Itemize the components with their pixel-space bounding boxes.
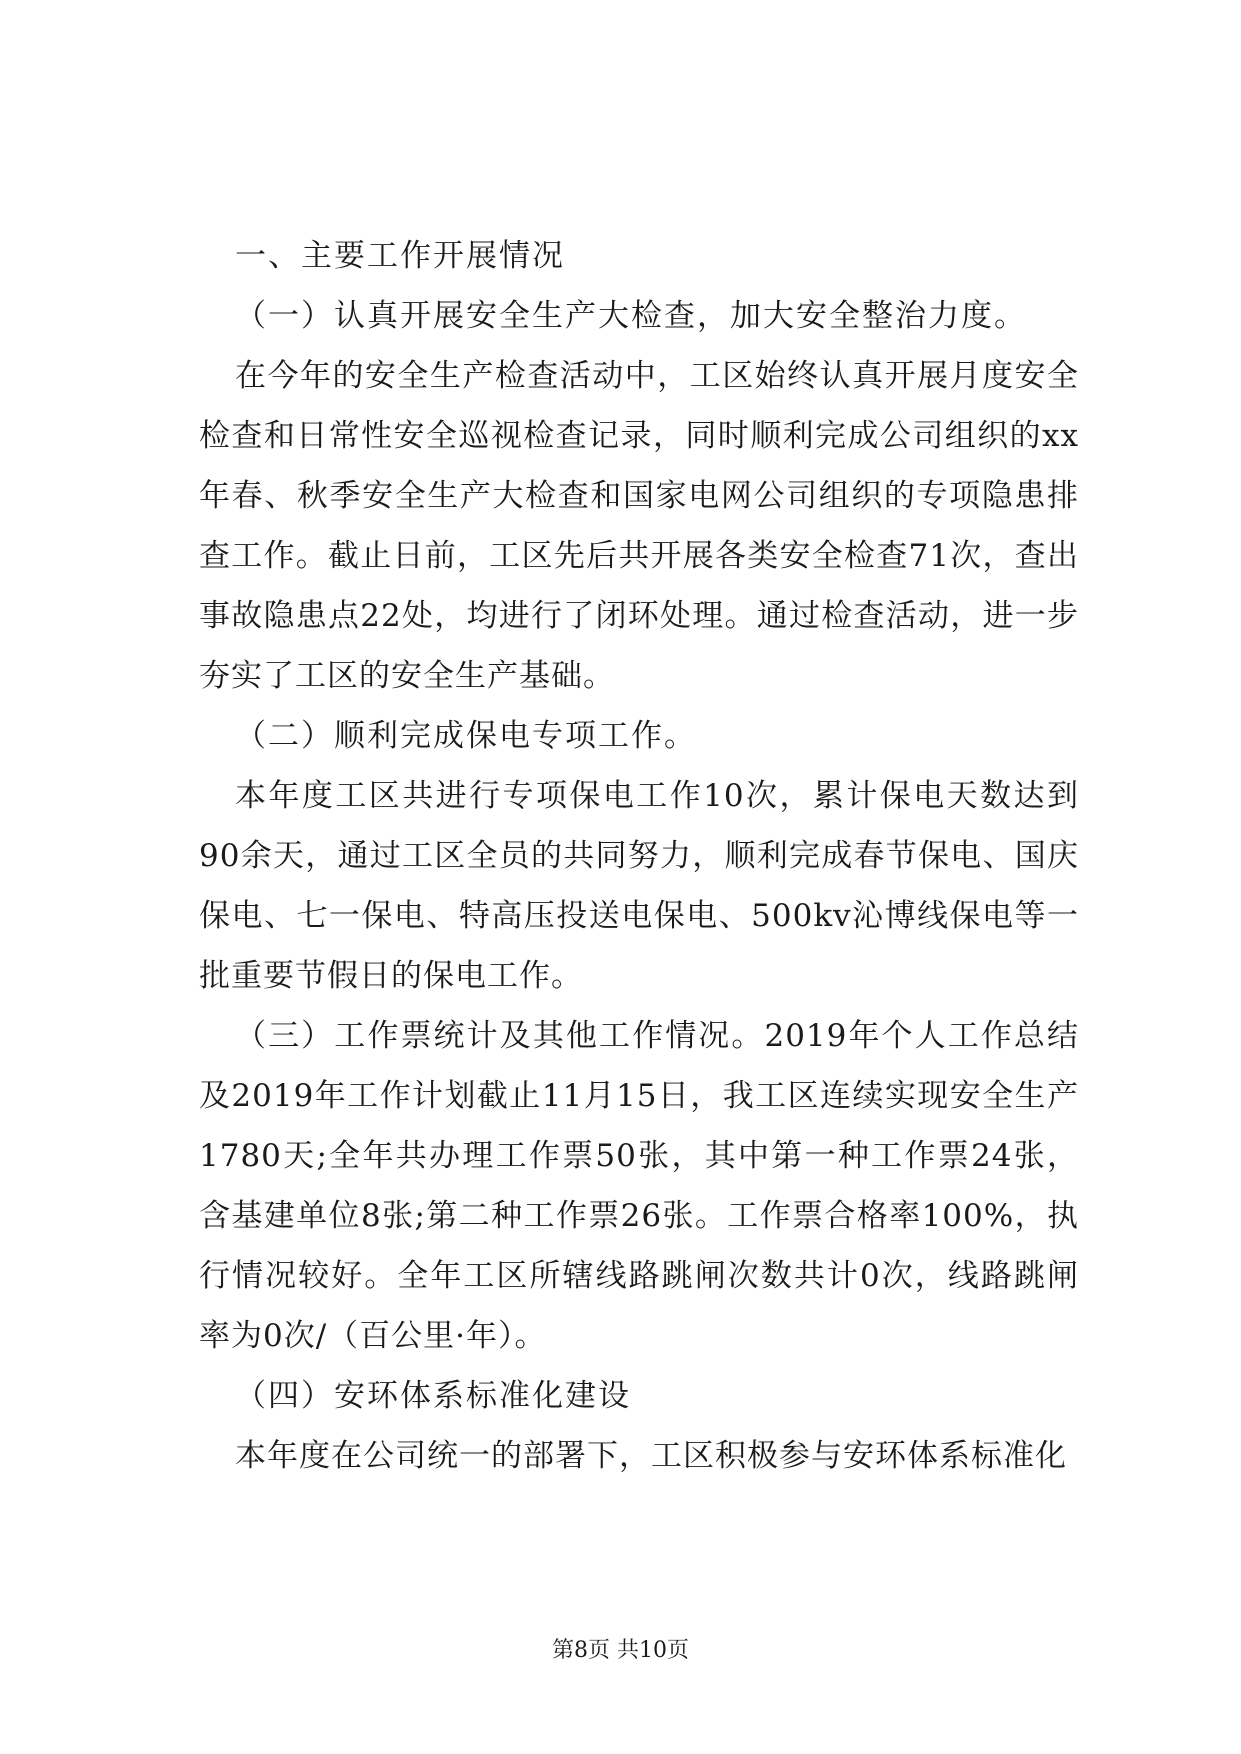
section-4-body: 本年度在公司统一的部署下，工区积极参与安环体系标准化	[235, 1438, 1067, 1474]
page-footer	[0, 1636, 1241, 1666]
section-1-title: （一）认真开展安全生产大检查，加大安全整治力度。	[235, 298, 1027, 334]
section-3-body: （三）工作票统计及其他工作情况。2019年个人工作总结及2019年工作计划截止11月15日，我工区连续实现安全生产1780天;全年共办理工作票50张，其中第一种工作票24张，含基建单位8张;第二种工作票26张。工作票合格率100%，执行情况较好。全年工区所辖线路跳闸次数共计0次，线路跳闸率为0次/（百公里·年）。	[199, 1018, 1079, 1354]
section-2-title: （二）顺利完成保电专项工作。	[235, 718, 697, 754]
section-4-title: （四）安环体系标准化建设	[235, 1378, 631, 1414]
page-indicator: 第8页 共10页	[552, 1638, 689, 1663]
section-1-body: 在今年的安全生产检查活动中，工区始终认真开展月度安全检查和日常性安全巡视检查记录，同时顺利完成公司组织的xx年春、秋季安全生产大检查和国家电网公司组织的专项隐患排查工作。截止日前，工区先后共开展各类安全检查71次，查出事故隐患点22处，均进行了闭环处理。通过检查活动，进一步夯实了工区的安全生产基础。	[199, 358, 1079, 694]
section-2-body: 本年度工区共进行专项保电工作10次，累计保电天数达到90余天，通过工区全员的共同努力，顺利完成春节保电、国庆保电、七一保电、特高压投送电保电、500kv沁博线保电等一批重要节假日的保电工作。	[199, 778, 1079, 994]
document-body	[199, 226, 1079, 1486]
main-heading: 一、主要工作开展情况	[235, 238, 565, 274]
